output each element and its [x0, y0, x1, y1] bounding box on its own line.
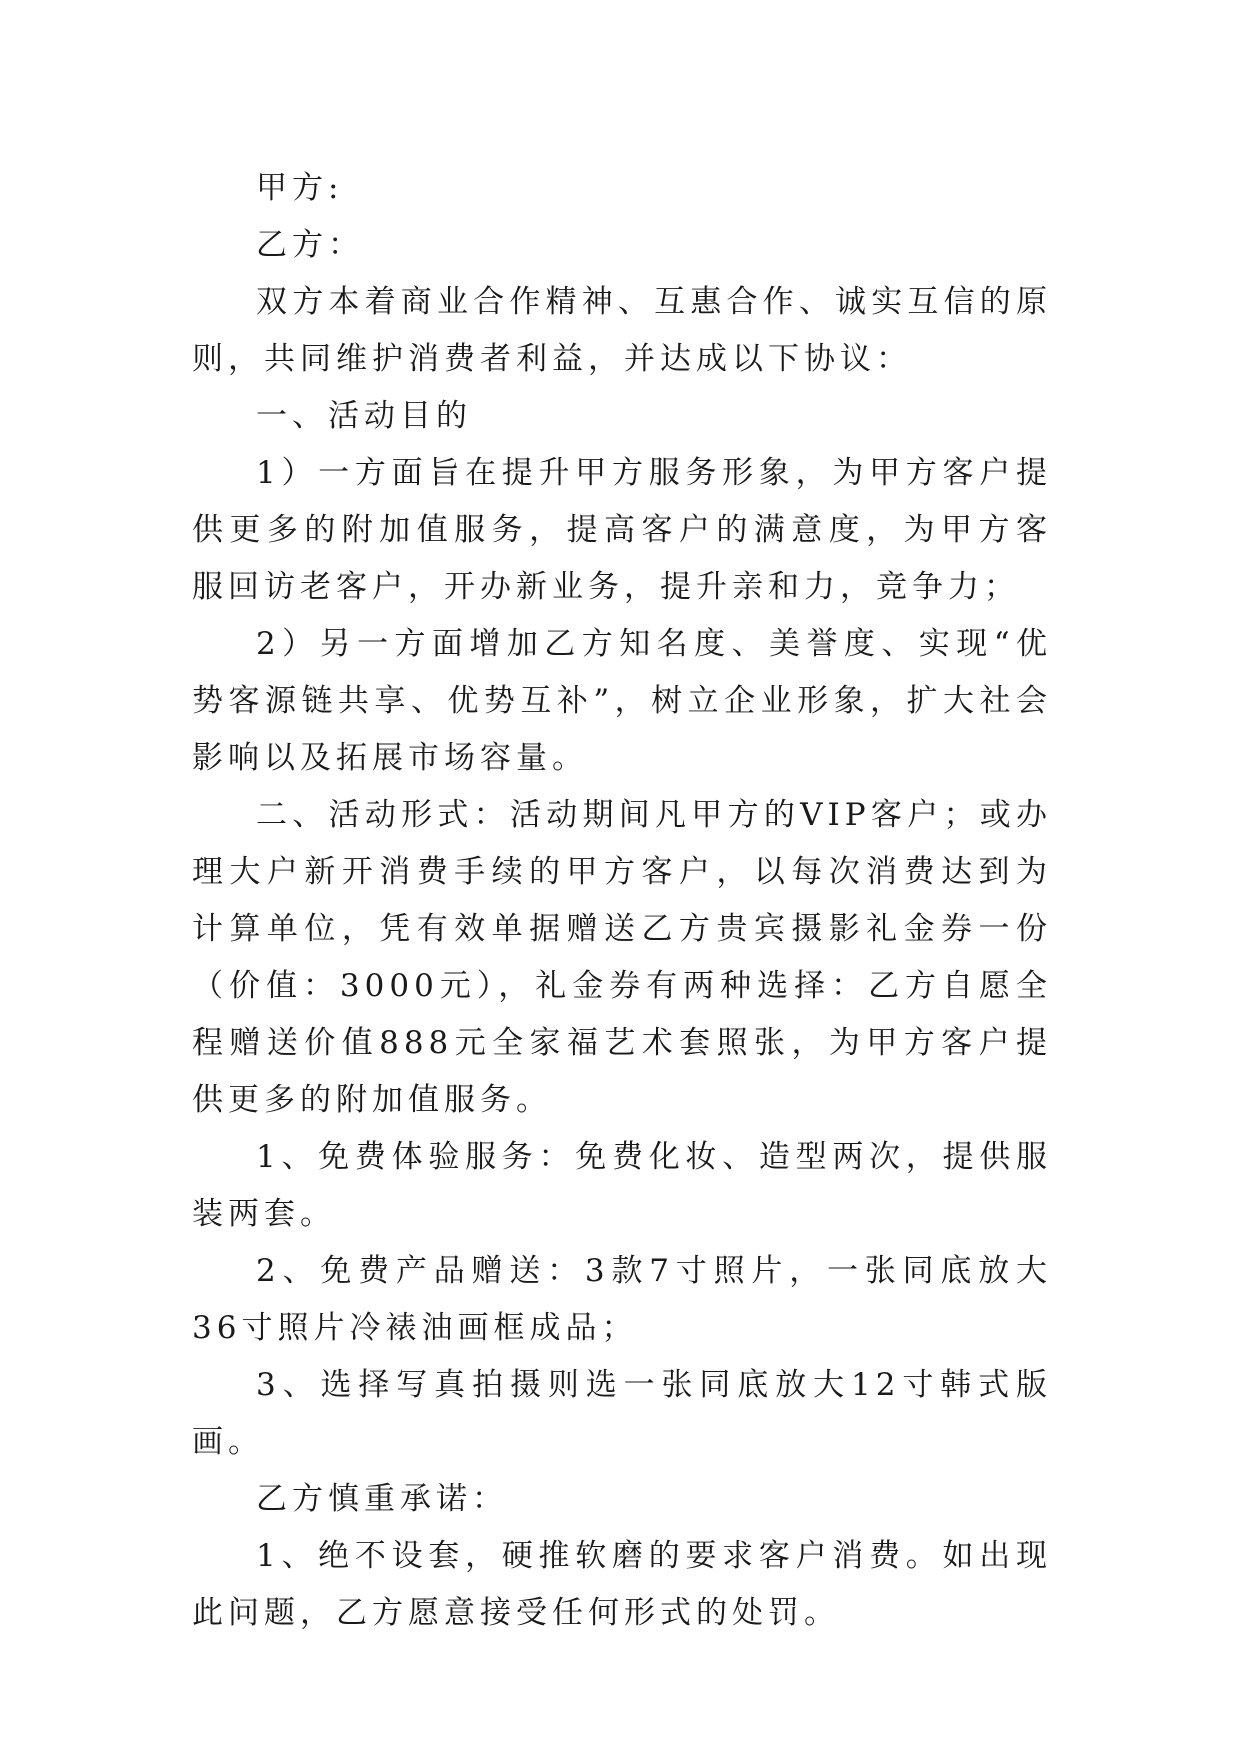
activity-form-paragraph: 二、活动形式：活动期间凡甲方的VIP客户；或办理大户新开消费手续的甲方客户，以每次消费达到为计算单位，凭有效单据赠送乙方贵宾摄影礼金券一份（价值：3000元），礼金券有两种选择：乙方自愿全程赠送价值888元全家福艺术套照张，为甲方客户提供更多的附加值服务。	[192, 797, 1052, 1118]
benefit-item-1: 1、免费体验服务：免费化妆、造型两次，提供服装两套。	[192, 1139, 1052, 1232]
purpose-item-2: 2）另一方面增加乙方知名度、美誉度、实现“优势客源链共享、优势互补”，树立企业形象，扩大社会影响以及拓展市场容量。	[192, 626, 1052, 776]
commitment-heading: 乙方慎重承诺：	[256, 1481, 508, 1517]
purpose-item-1: 1）一方面旨在提升甲方服务形象，为甲方客户提供更多的附加值服务，提高客户的满意度，为甲方客服回访老客户，开办新业务，提升亲和力，竞争力；	[192, 455, 1052, 605]
section-heading-purpose: 一、活动目的	[256, 398, 472, 434]
document-body	[192, 160, 1052, 1642]
benefit-item-2: 2、免费产品赠送：3款7寸照片，一张同底放大36寸照片冷裱油画框成品；	[192, 1253, 1052, 1346]
party-a-line: 甲方:	[256, 170, 344, 206]
benefit-item-3: 3、选择写真拍摄则选一张同底放大12寸韩式版画。	[192, 1367, 1052, 1460]
party-b-line: 乙方：	[256, 227, 364, 263]
preamble-paragraph: 双方本着商业合作精神、互惠合作、诚实互信的原则，共同维护消费者利益，并达成以下协议：	[192, 284, 1052, 377]
commitment-item-1: 1、绝不设套，硬推软磨的要求客户消费。如出现此问题，乙方愿意接受任何形式的处罚。	[192, 1538, 1052, 1631]
